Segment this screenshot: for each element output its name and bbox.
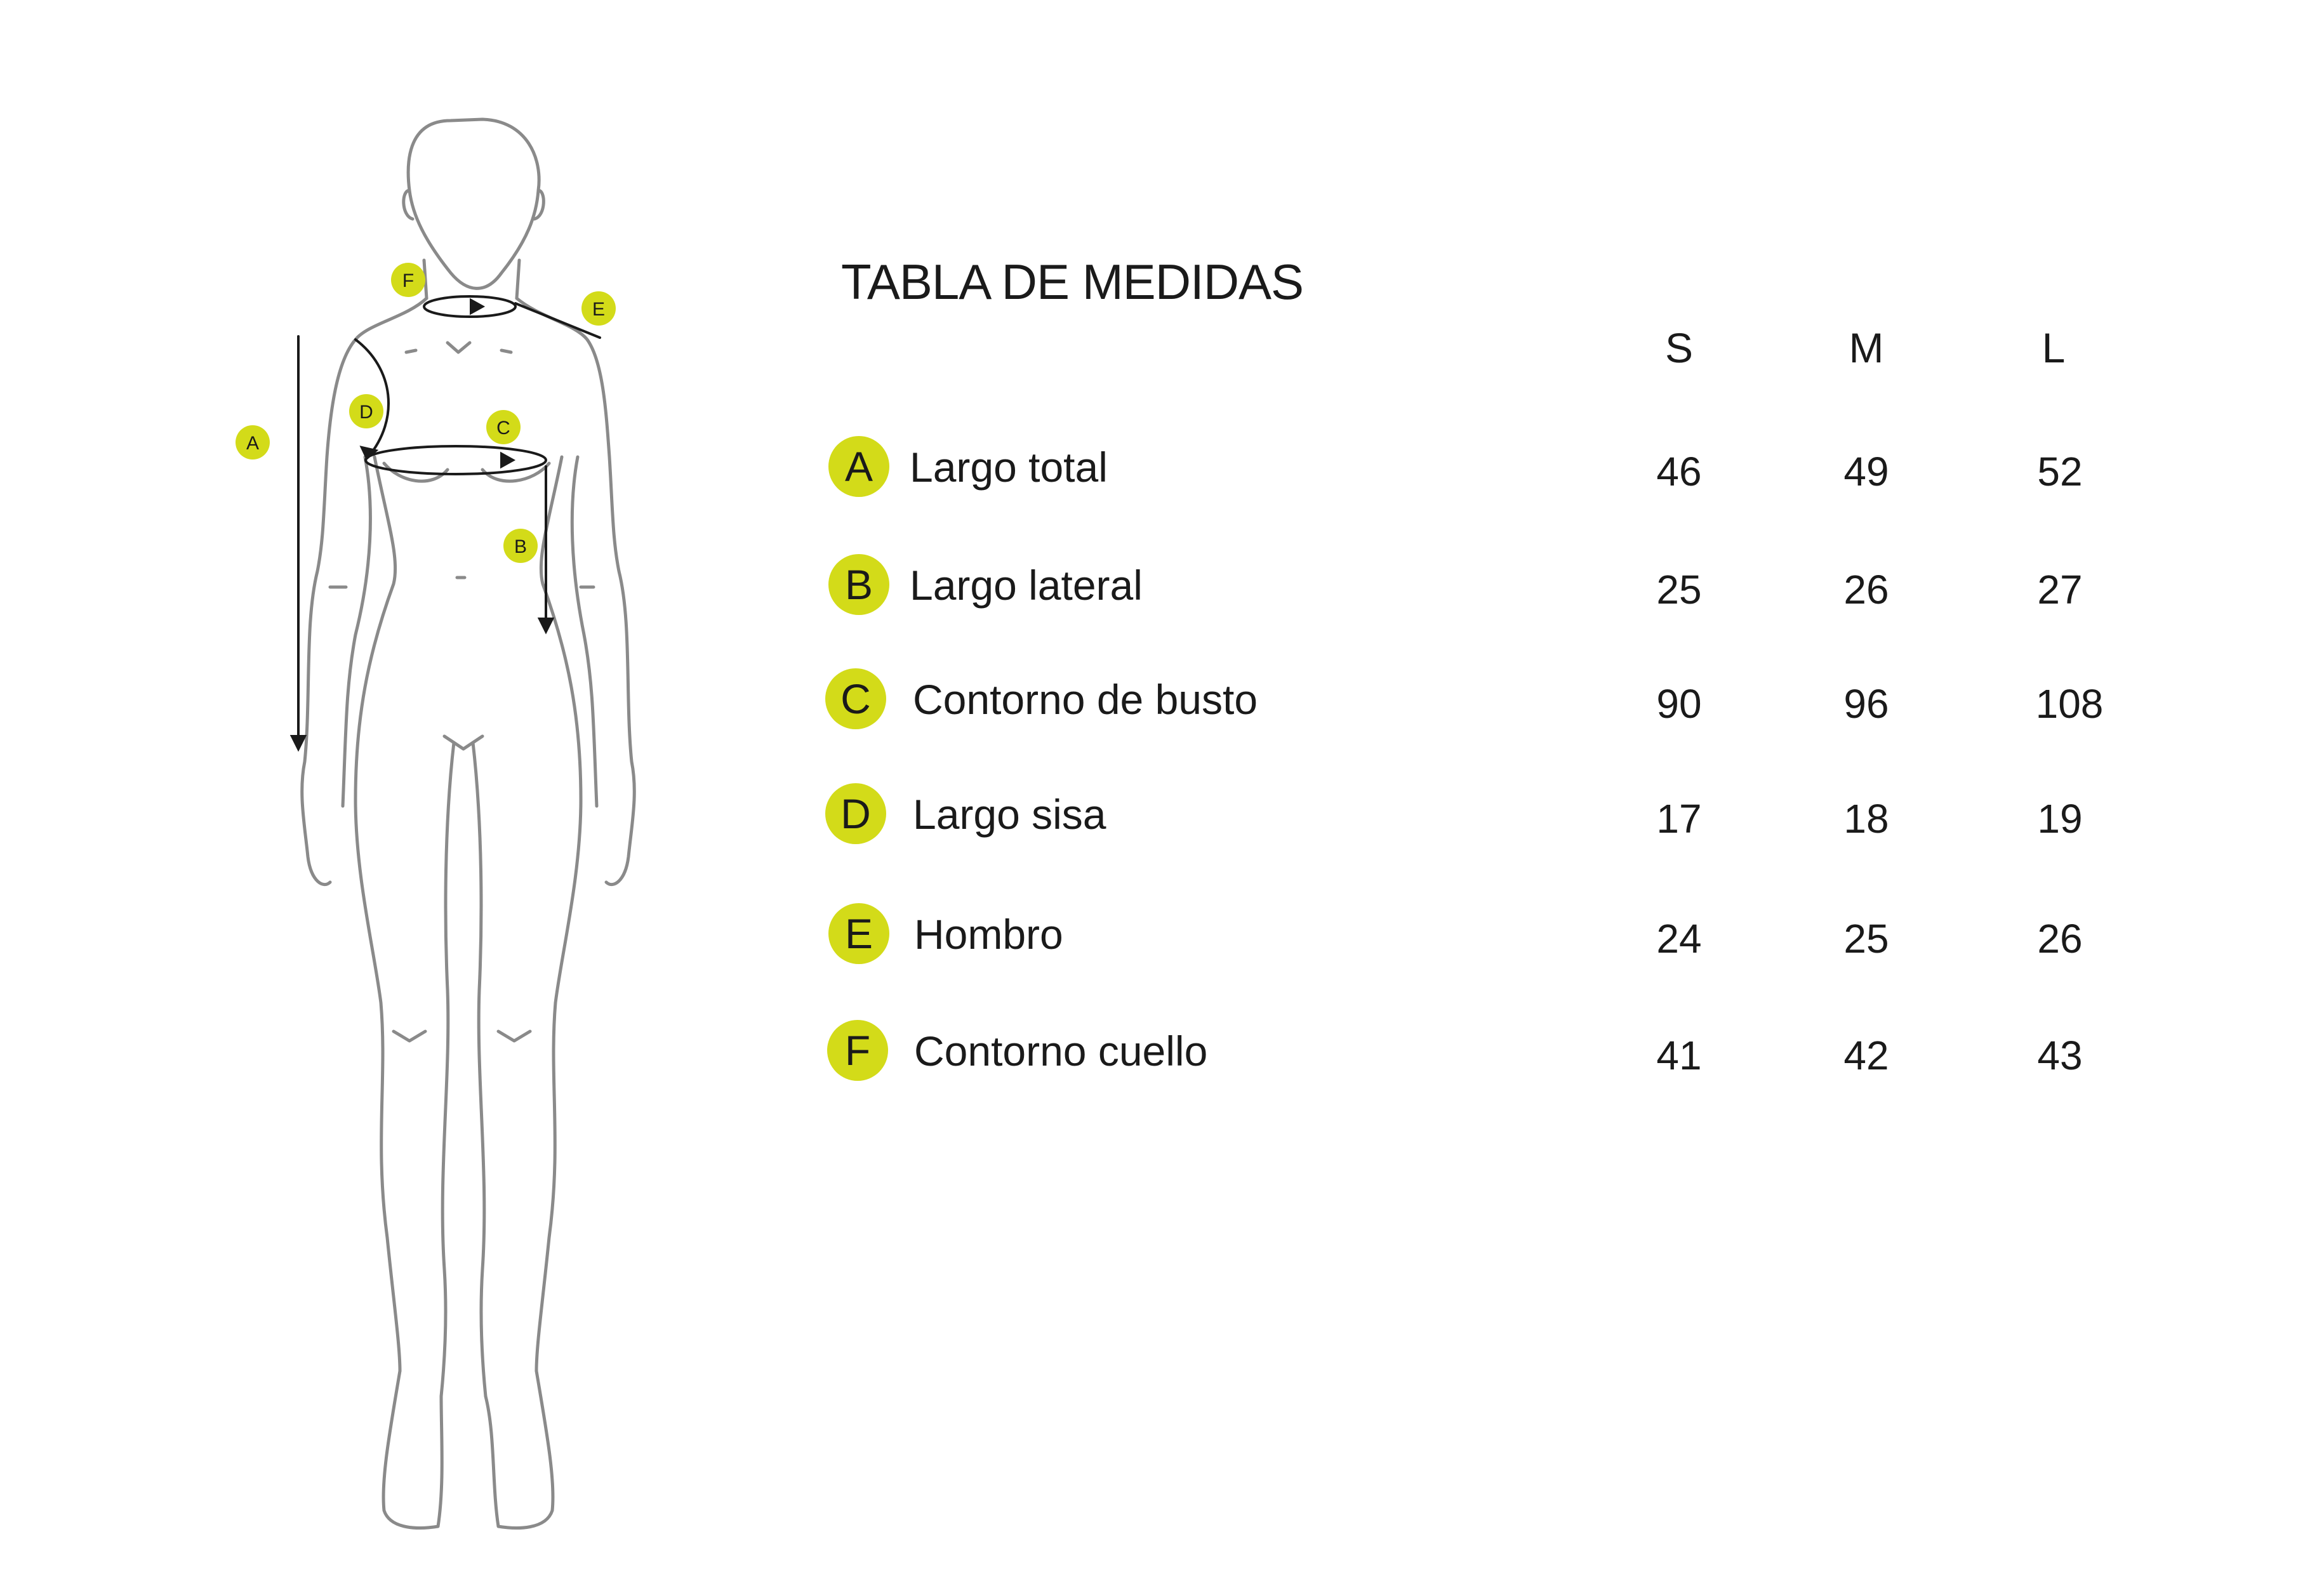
row-label: Largo total — [910, 444, 1108, 491]
marker-f-letter: F — [402, 270, 415, 291]
value-m: 96 — [1843, 681, 1889, 727]
row-badge: F — [827, 1020, 888, 1081]
size-header-s: S — [1664, 324, 1694, 371]
row-badge: C — [825, 668, 886, 729]
row-label: Largo lateral — [910, 562, 1143, 609]
value-l: 43 — [2037, 1033, 2083, 1078]
value-l: 19 — [2037, 796, 2083, 842]
value-l: 52 — [2037, 449, 2083, 494]
size-chart-title: TABLA DE MEDIDAS — [841, 254, 1304, 310]
row-label: Contorno cuello — [914, 1028, 1208, 1075]
row-badge: B — [828, 554, 889, 615]
row-label: Hombro — [914, 911, 1063, 958]
row-badge: D — [825, 783, 886, 844]
value-m: 49 — [1843, 449, 1889, 494]
value-s: 90 — [1656, 681, 1702, 727]
value-m: 42 — [1843, 1033, 1889, 1078]
value-l: 108 — [2035, 681, 2104, 727]
value-l: 26 — [2037, 916, 2083, 962]
marker-f — [391, 263, 425, 297]
row-label: Contorno de busto — [913, 676, 1258, 723]
marker-d — [349, 394, 383, 428]
value-s: 41 — [1656, 1033, 1702, 1078]
marker-e — [581, 291, 616, 326]
row-badge: A — [828, 436, 889, 497]
value-s: 25 — [1656, 567, 1702, 612]
measurement-row-a — [0, 430, 2324, 506]
measurement-row-b — [0, 548, 2324, 624]
marker-d-letter: D — [359, 402, 373, 423]
row-label: Largo sisa — [913, 791, 1106, 838]
measurement-row-c — [0, 662, 2324, 738]
value-s: 17 — [1656, 796, 1702, 842]
measurement-row-e — [0, 897, 2324, 973]
value-m: 18 — [1843, 796, 1889, 842]
marker-b-letter: B — [514, 536, 528, 557]
value-s: 24 — [1656, 916, 1702, 962]
marker-e-letter: E — [592, 299, 606, 320]
value-m: 26 — [1843, 567, 1889, 612]
marker-a-letter: A — [246, 433, 260, 454]
value-l: 27 — [2037, 567, 2083, 612]
size-header-l: L — [2042, 324, 2066, 371]
value-s: 46 — [1656, 449, 1702, 494]
value-m: 25 — [1843, 916, 1889, 962]
size-header-m: M — [1849, 324, 1884, 371]
marker-c-letter: C — [496, 418, 510, 439]
row-badge: E — [828, 903, 889, 964]
measurement-row-f — [0, 1014, 2324, 1090]
measurement-row-d — [0, 777, 2324, 853]
